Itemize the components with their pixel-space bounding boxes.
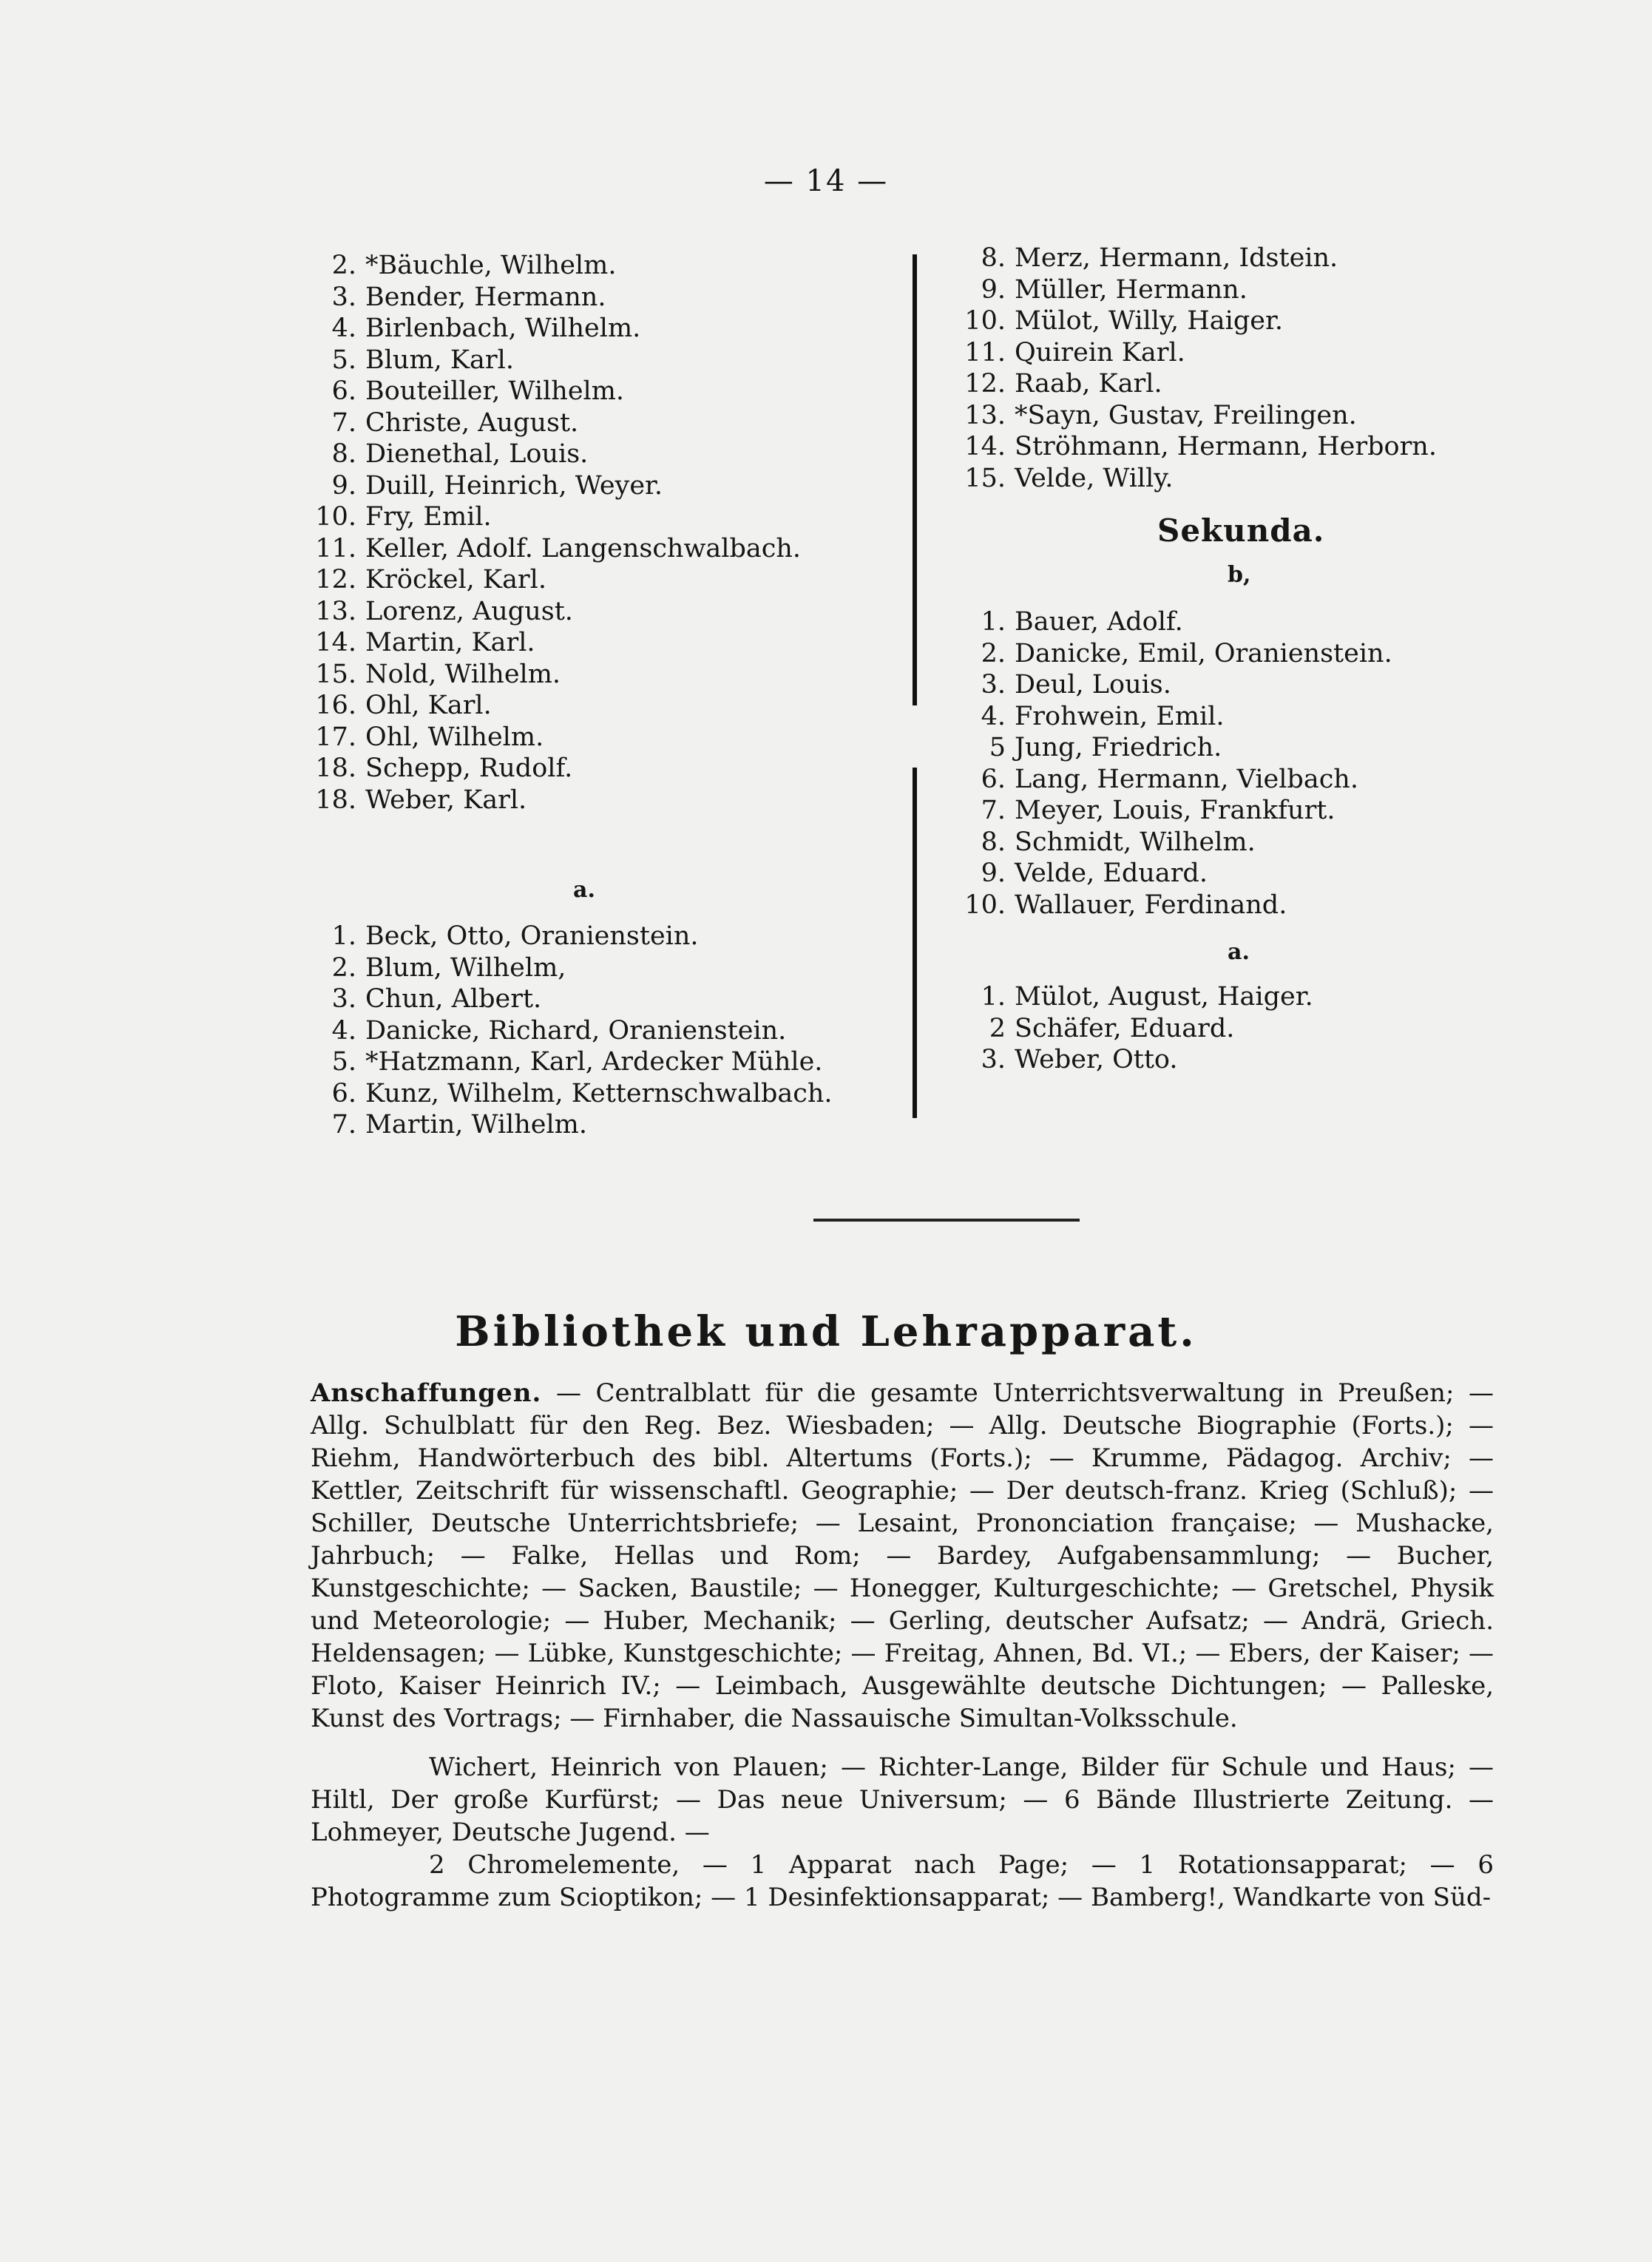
- list-item: [954, 337, 1437, 369]
- entry-number: 10.: [315, 502, 356, 532]
- student-list: [311, 921, 833, 1141]
- paragraph-text: — Centralblatt für die gesamte Unterrichtsverwaltung in Preußen; — Allg. Schulblatt für den Reg. Bez. Wiesbaden; — Allg. Deutsche Biographie (Forts.); — Riehm, Handwörterbuch des bibl. Altertums (Forts.); — Krumme, Pädagog. Archiv; — Kettler, Zeitschrift für wissenschaftl. Geographie; — Der deutsch-franz. Krieg (Schluß); — Schiller, Deutsche Unterrichtsbriefe; — Lesaint, Prononciation française; — Mushacke, Jahrbuch; — Falke, Hellas und Rom; — Bardey, Aufgabensammlung; — Bucher, Kunstgeschichte; — Sacken, Baustile; — Honegger, Kulturgeschichte; — Gretschel, Physik und Meteorologie; — Huber, Mechanik; — Gerling, deutscher Aufsatz; — Andrä, Griech. Heldensagen; — Lübke, Kunstgeschichte; — Freitag, Ahnen, Bd. VI.; — Ebers, der Kaiser; — Floto, Kaiser Heinrich IV.; — Leimbach, Ausgewählte deutsche Dichtungen; — Palleske, Kunst des Vortrags; — Firnhaber, die Nassauische Simultan-Volksschule.: [311, 1378, 1494, 1733]
- list-item: [311, 690, 833, 722]
- entry-name: Martin, Wilhelm.: [365, 1110, 587, 1140]
- entry-name: Schmidt, Wilhelm.: [1015, 827, 1256, 857]
- list-item: [954, 368, 1437, 400]
- entry-name: Birlenbach, Wilhelm.: [365, 314, 641, 343]
- entry-number: 2.: [331, 952, 356, 983]
- column-divider: [913, 768, 917, 1118]
- list-item: [311, 345, 833, 376]
- entry-name: Quirein Karl.: [1015, 337, 1185, 368]
- entry-name: Lorenz, August.: [365, 596, 573, 626]
- left-column: [311, 250, 833, 1141]
- entry-name: Dienethal, Louis.: [365, 439, 589, 469]
- list-item: [311, 1078, 833, 1110]
- entry-name: *Sayn, Gustav, Freilingen.: [1015, 400, 1357, 430]
- list-item: [311, 921, 833, 952]
- list-item: [311, 470, 833, 502]
- entry-number: 8.: [331, 439, 356, 469]
- entry-number: 4.: [981, 701, 1006, 731]
- entry-number: 12.: [315, 565, 356, 595]
- entry-number: 16.: [315, 691, 356, 720]
- list-item: [311, 983, 833, 1015]
- entry-number: 4.: [331, 314, 356, 343]
- list-item: [311, 627, 833, 659]
- list-item: [311, 1015, 833, 1047]
- entry-name: Raab, Karl.: [1015, 369, 1162, 399]
- entry-name: Velde, Willy.: [1015, 463, 1174, 493]
- entry-number: 18.: [315, 754, 356, 783]
- list-item: [954, 890, 1437, 921]
- entry-number: 1.: [981, 982, 1006, 1012]
- list-item: [311, 533, 833, 565]
- entry-number: 3.: [331, 984, 356, 1014]
- entry-number: 3.: [981, 670, 1006, 700]
- list-item: [954, 400, 1437, 432]
- column-divider: [913, 254, 917, 705]
- list-item: [311, 438, 833, 470]
- list-item: [954, 764, 1437, 796]
- entry-name: Merz, Hermann, Idstein.: [1015, 243, 1338, 273]
- entry-number: 2.: [331, 251, 356, 280]
- entry-name: Müller, Hermann.: [1015, 274, 1248, 305]
- entry-number: 1.: [331, 921, 356, 951]
- entry-number: 15.: [315, 659, 356, 689]
- list-item: [954, 827, 1437, 859]
- entry-name: Kunz, Wilhelm, Ketternschwalbach.: [365, 1078, 833, 1108]
- entry-name: Mülot, August, Haiger.: [1015, 982, 1313, 1012]
- entry-number: 2: [989, 1013, 1006, 1043]
- entry-number: 6.: [981, 764, 1006, 794]
- list-item: [311, 282, 833, 314]
- entry-name: Blum, Wilhelm,: [365, 952, 566, 983]
- entry-name: Lang, Hermann, Vielbach.: [1015, 764, 1358, 794]
- entry-number: 8.: [981, 827, 1006, 857]
- entry-name: Beck, Otto, Oranienstein.: [365, 921, 699, 951]
- entry-name: Mülot, Willy, Haiger.: [1015, 306, 1283, 336]
- list-item: [311, 564, 833, 596]
- entry-number: 15.: [964, 463, 1006, 493]
- entry-number: 11.: [964, 337, 1006, 368]
- list-item: [954, 1013, 1437, 1045]
- entry-number: 13.: [315, 596, 356, 626]
- entry-name: Schäfer, Eduard.: [1015, 1013, 1235, 1043]
- list-item: [954, 981, 1437, 1013]
- entry-number: 5: [989, 733, 1006, 762]
- list-item: [311, 1109, 833, 1141]
- entry-name: Kröckel, Karl.: [365, 565, 546, 595]
- section-title: Bibliothek und Lehrapparat.: [455, 1307, 1197, 1356]
- entry-name: Danicke, Emil, Oranienstein.: [1015, 638, 1392, 668]
- list-item: [311, 952, 833, 984]
- entry-name: Meyer, Louis, Frankfurt.: [1015, 796, 1336, 825]
- list-item: [311, 501, 833, 533]
- entry-name: Deul, Louis.: [1015, 670, 1171, 700]
- list-item: [954, 1044, 1437, 1076]
- entry-number: 18.: [315, 785, 356, 815]
- list-item: [954, 701, 1437, 733]
- entry-name: Chun, Albert.: [365, 984, 542, 1014]
- list-item: [311, 1046, 833, 1078]
- paragraph-lead: Anschaffungen.: [311, 1378, 542, 1408]
- subdivision-label: a.: [573, 877, 595, 903]
- list-item: [954, 638, 1437, 670]
- list-item: [954, 243, 1437, 274]
- section-divider: [813, 1219, 1080, 1222]
- entry-number: 5.: [331, 1047, 356, 1077]
- entry-number: 1.: [981, 607, 1006, 637]
- entry-name: Martin, Karl.: [365, 628, 535, 657]
- entry-number: 6.: [331, 1078, 356, 1108]
- entry-name: Ströhmann, Hermann, Herborn.: [1015, 432, 1437, 461]
- list-item: [311, 785, 833, 816]
- entry-number: 9.: [981, 274, 1006, 305]
- entry-name: Bauer, Adolf.: [1015, 607, 1183, 637]
- entry-number: 8.: [981, 243, 1006, 273]
- entry-number: 9.: [331, 470, 356, 501]
- entry-number: 2.: [981, 638, 1006, 668]
- entry-name: Bender, Hermann.: [365, 282, 606, 312]
- list-item: [311, 407, 833, 439]
- list-item: [954, 795, 1437, 827]
- list-item: [311, 753, 833, 785]
- page-number: — 14 —: [763, 164, 889, 198]
- entry-number: 11.: [315, 533, 356, 563]
- entry-number: 9.: [981, 859, 1006, 888]
- entry-name: Fry, Emil.: [365, 502, 492, 532]
- list-item: [954, 305, 1437, 337]
- entry-name: Ohl, Wilhelm.: [365, 722, 544, 752]
- entry-name: Nold, Wilhelm.: [365, 659, 561, 689]
- entry-name: Keller, Adolf. Langenschwalbach.: [365, 533, 802, 563]
- entry-name: Danicke, Richard, Oranienstein.: [365, 1015, 787, 1046]
- entry-number: 12.: [964, 369, 1006, 399]
- entry-number: 3.: [981, 1045, 1006, 1074]
- apparatus-paragraph: 2 Chromelemente, — 1 Apparat nach Page; — 1 Rotationsapparat; — 6 Photogramme zum Scioptikon; — 1 Desinfektionsapparat; — Bamberg!, Wandkarte von Süd-: [311, 1850, 1494, 1912]
- list-item: [311, 596, 833, 628]
- subdivision-label: b,: [1228, 562, 1251, 588]
- acquisitions-paragraph: [311, 1377, 1494, 1735]
- list-item: [954, 274, 1437, 306]
- entry-number: 7.: [331, 407, 356, 438]
- entry-name: Weber, Otto.: [1015, 1045, 1178, 1074]
- student-list: [954, 606, 1437, 921]
- list-item: [954, 431, 1437, 463]
- entry-number: 14.: [315, 628, 356, 657]
- student-list: [954, 243, 1437, 494]
- entry-name: Velde, Eduard.: [1015, 859, 1208, 888]
- list-item: [311, 376, 833, 407]
- list-item: [311, 659, 833, 691]
- entry-name: Bouteiller, Wilhelm.: [365, 376, 625, 406]
- entry-name: Wallauer, Ferdinand.: [1015, 890, 1287, 920]
- entry-number: 10.: [964, 890, 1006, 920]
- entry-number: 5.: [331, 345, 356, 375]
- books-paragraph: Wichert, Heinrich von Plauen; — Richter-Lange, Bilder für Schule und Haus; — Hiltl, Der große Kurfürst; — Das neue Universum; — 6 Bände Illustrierte Zeitung. — Lohmeyer, Deutsche Jugend. —: [311, 1753, 1494, 1847]
- list-item: [954, 858, 1437, 890]
- entry-name: Weber, Karl.: [365, 785, 527, 815]
- right-column: [954, 243, 1437, 1076]
- entry-name: Duill, Heinrich, Weyer.: [365, 470, 663, 501]
- entry-number: 4.: [331, 1015, 356, 1046]
- list-item: [954, 669, 1437, 701]
- student-list: [954, 981, 1437, 1076]
- entry-name: *Bäuchle, Wilhelm.: [365, 251, 617, 280]
- entry-name: Frohwein, Emil.: [1015, 701, 1225, 731]
- entry-number: 6.: [331, 376, 356, 406]
- entry-name: Blum, Karl.: [365, 345, 514, 375]
- entry-name: Christe, August.: [365, 407, 579, 438]
- entry-number: 17.: [315, 722, 356, 752]
- class-heading: Sekunda.: [1157, 512, 1325, 549]
- entry-number: 14.: [964, 432, 1006, 461]
- entry-number: 10.: [964, 306, 1006, 336]
- list-item: [311, 313, 833, 345]
- entry-number: 7.: [981, 796, 1006, 825]
- subdivision-label: a.: [1228, 939, 1250, 965]
- student-list: [311, 250, 833, 816]
- list-item: [954, 463, 1437, 495]
- entry-name: *Hatzmann, Karl, Ardecker Mühle.: [365, 1047, 823, 1077]
- entry-number: 13.: [964, 400, 1006, 430]
- list-item: [954, 732, 1437, 764]
- list-item: [311, 722, 833, 754]
- entry-name: Jung, Friedrich.: [1015, 733, 1222, 762]
- entry-name: Schepp, Rudolf.: [365, 754, 573, 783]
- list-item: [954, 606, 1437, 638]
- entry-name: Ohl, Karl.: [365, 691, 492, 720]
- entry-number: 7.: [331, 1110, 356, 1140]
- list-item: [311, 250, 833, 282]
- entry-number: 3.: [331, 282, 356, 312]
